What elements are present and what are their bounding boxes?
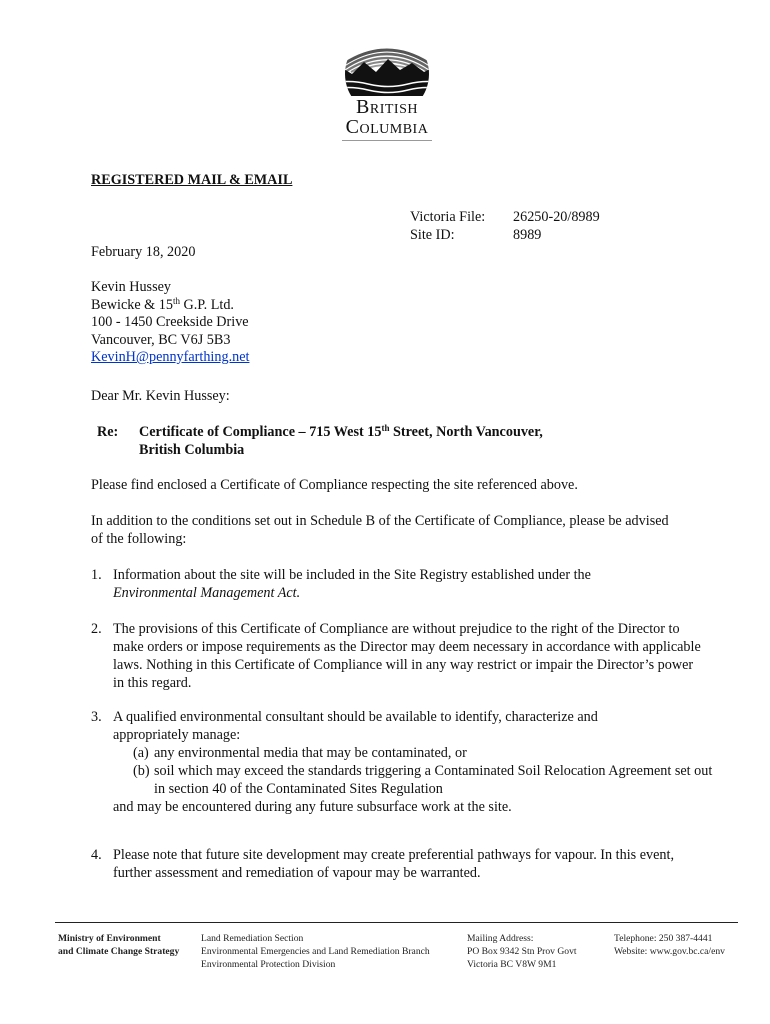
footer-branch [201, 932, 430, 971]
sub-item [113, 744, 716, 762]
recipient-email-link[interactable]: KevinH@pennyfarthing.net [91, 349, 250, 365]
list-item-text-part: Information about the site will be included in the Site Registry established under the [113, 567, 591, 583]
company-name-part: G.P. Ltd. [179, 296, 234, 313]
intro-paragraph: Please find enclosed a Certificate of Compliance respecting the site referenced above. [91, 477, 578, 493]
subject-label: Re: [97, 424, 119, 440]
list-item-number: 3. [91, 709, 102, 725]
victoria-file-value: 26250-20/8989 [513, 209, 600, 225]
recipient-street: 100 - 1450 Creekside Drive [91, 314, 249, 330]
company-name-part: Bewicke & 15 [91, 296, 173, 313]
sub-item-text: any environmental media that may be contaminated, or [154, 745, 467, 761]
footer-line: and Climate Change Strategy [58, 946, 180, 957]
footer-mailing-address [467, 932, 577, 971]
company-superscript: th [172, 295, 180, 306]
logo-underline [342, 140, 432, 141]
logo-text-columbia: Columbia [345, 116, 429, 138]
list-item-text: Please note that future site development may create preferential pathways for vapour. In this event, further assessment and remediation of vapour may be warranted. [113, 847, 674, 881]
conditions-paragraph: In addition to the conditions set out in Schedule B of the Certificate of Compliance, please be advised of the following: [91, 513, 669, 547]
victoria-file-label: Victoria File: [410, 209, 486, 225]
footer-line: PO Box 9342 Stn Prov Govt [467, 946, 577, 957]
footer-line: Victoria BC V8W 9M1 [467, 959, 557, 970]
footer-telephone: Telephone: 250 387-4441 [614, 933, 713, 944]
footer-line: Ministry of Environment [58, 933, 161, 944]
footer-contact [614, 932, 725, 958]
sub-item-text: soil which may exceed the standards triggering a Contaminated Soil Relocation Agreement set out in section 40 of the Contaminated Sites Regulation [154, 763, 713, 797]
subject-text-part: British Columbia [139, 442, 245, 458]
bc-government-logo [328, 34, 446, 144]
recipient-address [91, 279, 249, 367]
list-item-text: A qualified environmental consultant should be available to identify, characterize and appropriately manage: [113, 709, 598, 743]
sub-item-label: (a) [133, 745, 149, 761]
footer-line: Environmental Emergencies and Land Remediation Branch [201, 946, 430, 957]
recipient-city: Vancouver, BC V6J 5B3 [91, 331, 231, 348]
list-item-closing: and may be encountered during any future subsurface work at the site. [113, 799, 512, 815]
subject-text [139, 423, 619, 459]
footer-ministry [58, 932, 179, 958]
file-info [410, 208, 600, 244]
subject-text-part: Street, North Vancouver, [389, 424, 543, 440]
mail-method-heading: REGISTERED MAIL & EMAIL [91, 172, 293, 188]
recipient-company [91, 297, 249, 315]
sub-item [113, 762, 724, 798]
footer-line: Environmental Protection Division [201, 959, 336, 970]
subject-superscript: th [381, 423, 390, 433]
list-item-content [113, 708, 716, 816]
list-item-number: 2. [91, 621, 102, 637]
site-id-label: Site ID: [410, 227, 455, 243]
list-item-number: 1. [91, 567, 102, 583]
list-item-number: 4. [91, 847, 102, 863]
sun-mountain-icon [328, 34, 446, 96]
footer-divider [55, 922, 738, 923]
sub-item-label: (b) [133, 763, 150, 779]
site-id-value: 8989 [513, 227, 542, 243]
file-info-row [410, 208, 600, 226]
letter-date: February 18, 2020 [91, 244, 196, 260]
recipient-name: Kevin Hussey [91, 279, 171, 295]
subject-text-part: Certificate of Compliance – 715 West 15 [139, 424, 382, 440]
logo-text-british: British [356, 96, 418, 118]
footer-line: Land Remediation Section [201, 933, 304, 944]
file-info-row [410, 226, 600, 244]
salutation: Dear Mr. Kevin Hussey: [91, 388, 230, 404]
act-name: Environmental Management Act. [113, 585, 301, 601]
footer-website: Website: www.gov.bc.ca/env [614, 946, 725, 957]
footer-line: Mailing Address: [467, 933, 534, 944]
list-item-text [113, 566, 716, 602]
list-item-text: The provisions of this Certificate of Compliance are without prejudice to the right of the Director to make orders or impose requirements as the Director may deem necessary in accordance with applicable laws. Nothing in this Certificate of Compliance will in any way restrict or impair the Director’s power in this regard. [113, 621, 701, 691]
